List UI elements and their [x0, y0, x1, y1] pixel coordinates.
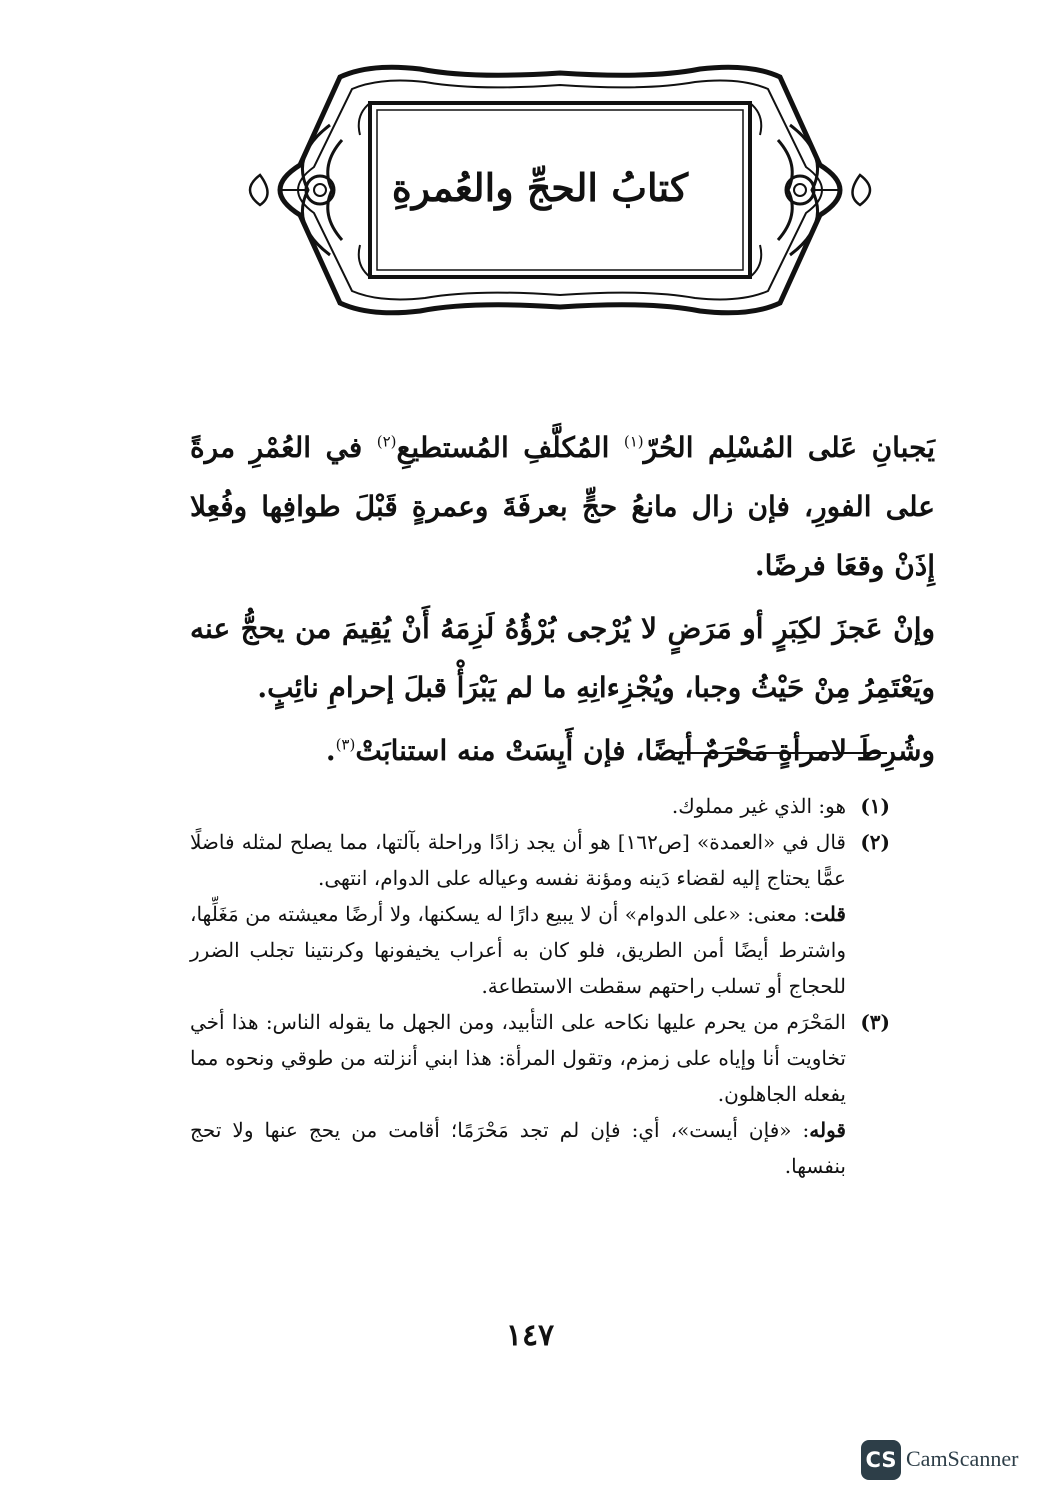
footnotes — [190, 788, 890, 1184]
footnote — [190, 788, 890, 824]
footnote-body — [190, 1004, 846, 1184]
footnote — [190, 824, 890, 1004]
footnote-text: المَحْرَم من يحرم عليها نكاحه على التأبيد، ومن الجهل ما يقوله الناس: هذا أخي تخاويت أنا وإياه على زمزم، وتقول المرأة: هذا ابني أنزلته من طوقي ونحوه مما يفعله الجاهلون. — [190, 1010, 846, 1106]
footnote-ref: (٣) — [335, 735, 356, 754]
footnote-text: : معنى: «على الدوام» أن لا يبيع دارًا له يسكنها، ولا أرضًا معيشته من مَغَلِّها، واشترط أيضًا أمن الطريق، فلو كان به أعراب يخيفونها وكرنتينا تجلب الضرر للحجاج أو تسلب راحتهم سقطت الاستطاعة. — [190, 902, 847, 998]
footnote-ref: (٢) — [376, 432, 397, 451]
footnote-line — [190, 1004, 846, 1112]
footnote-text: هو: الذي غير مملوك. — [671, 794, 846, 818]
footnote-separator — [672, 752, 887, 754]
footnote-line — [190, 896, 846, 1004]
camscanner-name: CamScanner — [906, 1446, 1019, 1471]
text-run: يَجبانِ عَلى المُسْلِم الحُرّ — [643, 431, 935, 464]
text-run: وشُرِطَ لامرأةٍ مَحْرَمٌ أيضًا، فإن أَيِسَتْ منه استنابَتْ — [355, 734, 935, 767]
footnote — [190, 1004, 890, 1184]
text-run: المُكلَّفِ المُستطيعِ — [396, 431, 624, 464]
footnote-body — [190, 788, 846, 824]
footnote-number: (٣) — [860, 1010, 890, 1034]
paragraph — [190, 721, 935, 780]
footnote-ref: (١) — [623, 432, 644, 451]
paragraph — [190, 418, 935, 595]
logo-text: CS — [865, 1448, 897, 1472]
chapter-title: كتابُ الحجِّ والعُمرةِ — [391, 165, 689, 210]
footnote-number: (٢) — [860, 830, 890, 854]
bold-lead: قلت — [810, 902, 846, 926]
footnote-text: : «فإن أيست»، أي: فإن لم تجد مَحْرَمًا؛ أقامت من يحج عنها ولا تحج بنفسها. — [190, 1118, 846, 1178]
main-text — [190, 418, 935, 780]
footnote-number: (١) — [860, 794, 890, 818]
bold-lead: قوله — [809, 1118, 846, 1142]
footnote-text: قال في «العمدة» [ص١٦٢] هو أن يجد زادًا وراحلة بآلتها، مما يصلح لمثله فاضلًا عمًّا يحتاج إليه لقضاء دَينه ومؤنة نفسه وعياله على الدوام، انتهى. — [190, 830, 846, 890]
camscanner-logo-icon — [861, 1440, 901, 1480]
footnote-line — [190, 824, 846, 896]
page-number: ١٤٧ — [505, 1318, 555, 1353]
paragraph: وإنْ عَجزَ لكِبَرٍ أو مَرَضٍ لا يُرْجى بُرْؤُهُ لَزِمَهُ أَنْ يُقِيمَ من يحجُّ عنه ويَعْتَمِرُ مِنْ حَيْثُ وجبا، ويُجْزِءانِهِ ما لم يَبْرَأْ قبلَ إحرامِ نائِبٍ. — [190, 612, 935, 704]
text-run: في العُمْرِ مرةً على الفورِ، فإن زال مانعُ حجٍّ بعرفَةَ وعمرةٍ قَبْلَ طوافِها وفُعِلا إِذَنْ وقعَا فرضًا. — [190, 431, 935, 582]
text-run: . — [325, 734, 336, 767]
footnote-line — [190, 1112, 846, 1184]
footnote-body — [190, 824, 846, 1004]
footnote-line — [190, 788, 846, 824]
